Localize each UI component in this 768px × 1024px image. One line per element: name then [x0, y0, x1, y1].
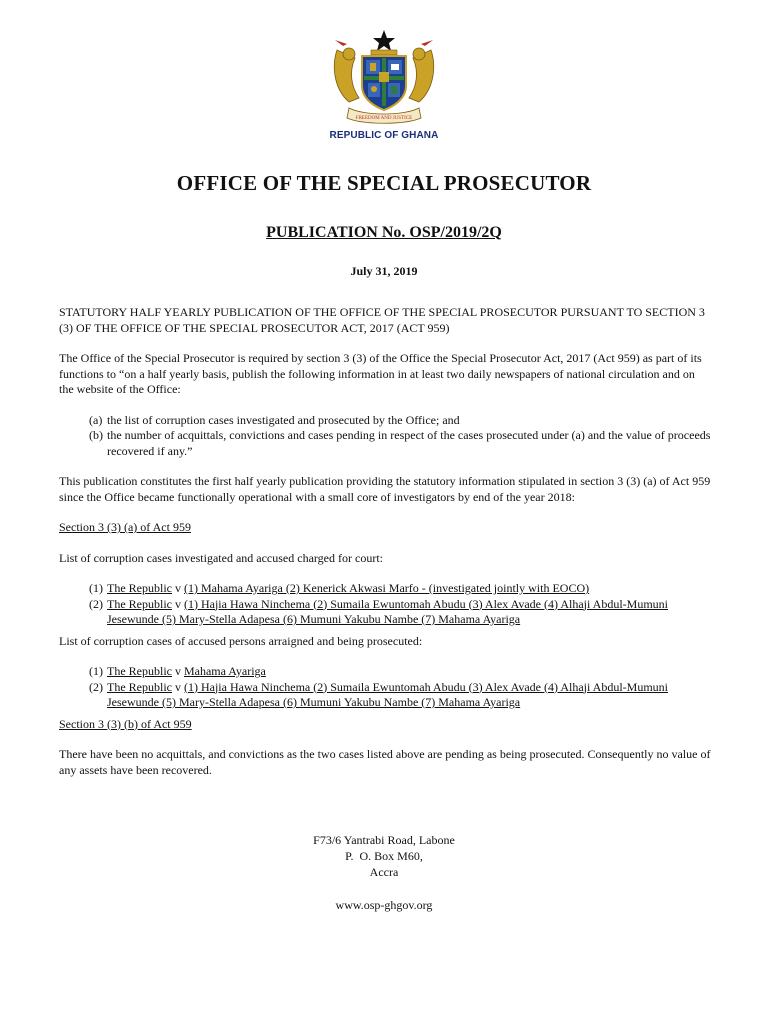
publication-date: July 31, 2019 — [350, 264, 418, 278]
case-item — [59, 581, 711, 597]
case-item — [59, 664, 711, 680]
case-item — [59, 597, 711, 628]
list-item-text: the number of acquittals, convictions and cases pending in respect of the cases prosecuted under (a) and the value of proceeds recovered if any.” — [107, 428, 711, 458]
case-party-republic: The Republic — [107, 581, 172, 595]
intro-heading: STATUTORY HALF YEARLY PUBLICATION OF THE OFFICE OF THE SPECIAL PROSECUTOR PURSUANT TO SECTION 3 (3) OF THE OFFICE OF THE SPECIAL PROSECUTOR ACT, 2017 (ACT 959) — [59, 305, 705, 335]
page-title: OFFICE OF THE SPECIAL PROSECUTOR — [176, 171, 592, 195]
case-number: (1) — [89, 664, 103, 678]
ghana-coat-of-arms-icon — [329, 28, 439, 128]
case-number: (2) — [89, 679, 103, 694]
address-line: Accra — [369, 865, 399, 879]
footer-address — [0, 832, 768, 913]
address-line: F73/6 Yantrabi Road, Labone — [313, 833, 455, 847]
publication-number: PUBLICATION No. OSP/2019/2Q — [266, 224, 502, 241]
investigated-cases-list — [59, 581, 711, 628]
section-b-heading: Section 3 (3) (b) of Act 959 — [59, 716, 192, 731]
case-versus: v — [171, 596, 184, 611]
case-versus: v — [171, 679, 184, 694]
paragraph-no-acquittals: There have been no acquittals, and convictions as the two cases listed above are pending as being prosecuted. Consequently no value of any assets have been recovered. — [59, 747, 711, 777]
case-accused: (1) Hajia Hawa Ninchema (2) Sumaila Ewuntomah Abudu (3) Alex Avade (4) Alhaji Abdul-Mumuni Jesewunde (5) Mary-Stella Adapesa (6) Mumuni Yakubu Nambe (7) Mahama Ayariga — [107, 679, 668, 709]
case-accused: (1) Mahama Ayariga (2) Kenerick Akwasi Marfo - (investigated jointly with EOCO) — [183, 581, 590, 595]
republic-of-ghana-label: REPUBLIC OF GHANA — [329, 130, 439, 141]
paragraph-first-publication: This publication constitutes the first half yearly publication providing the statutory information stipulated in section 3 (3) (a) of Act 959 since the Office became functionally operational with a small core of investigators by end of the year 2018: — [59, 474, 711, 504]
case-versus: v — [171, 581, 184, 595]
case-accused: (1) Hajia Hawa Ninchema (2) Sumaila Ewuntomah Abudu (3) Alex Avade (4) Alhaji Abdul-Mumuni Jesewunde (5) Mary-Stella Adapesa (6) Mumuni Yakubu Nambe (7) Mahama Ayariga — [107, 596, 668, 626]
list-item — [59, 428, 711, 459]
requirements-list — [59, 413, 711, 460]
case-party-republic: The Republic — [107, 679, 172, 694]
list-item — [59, 413, 711, 429]
section-a-heading: Section 3 (3) (a) of Act 959 — [59, 520, 191, 534]
case-party-republic: The Republic — [107, 596, 172, 611]
case-versus: v — [171, 664, 184, 678]
prosecuted-cases-intro: List of corruption cases of accused persons arraigned and being prosecuted: — [59, 633, 423, 648]
svg-text:FREEDOM AND JUSTICE: FREEDOM AND JUSTICE — [355, 116, 413, 121]
list-item-number: (a) — [89, 412, 103, 427]
list-item-text: the list of corruption cases investigated and prosecuted by the Office; and — [107, 412, 460, 427]
document-body — [59, 305, 711, 793]
case-number: (2) — [89, 596, 103, 611]
address-line: P. O. Box M60, — [345, 849, 423, 863]
case-accused: Mahama Ayariga — [183, 664, 266, 678]
case-item — [59, 680, 711, 711]
case-number: (1) — [89, 581, 103, 595]
prosecuted-cases-list — [59, 664, 711, 711]
website-link[interactable]: www.osp-ghgov.org — [335, 898, 433, 912]
list-item-number: (b) — [89, 428, 103, 442]
investigated-cases-intro: List of corruption cases investigated and accused charged for court: — [59, 550, 383, 565]
case-party-republic: The Republic — [107, 664, 172, 678]
paragraph-requirement: The Office of the Special Prosecutor is required by section 3 (3) of the Office the Special Prosecutor Act, 2017 (Act 959) as part of its functions to “on a half yearly basis, publish the following information in at least two daily newspapers of national circulation and on the website of the Office: — [59, 351, 702, 396]
